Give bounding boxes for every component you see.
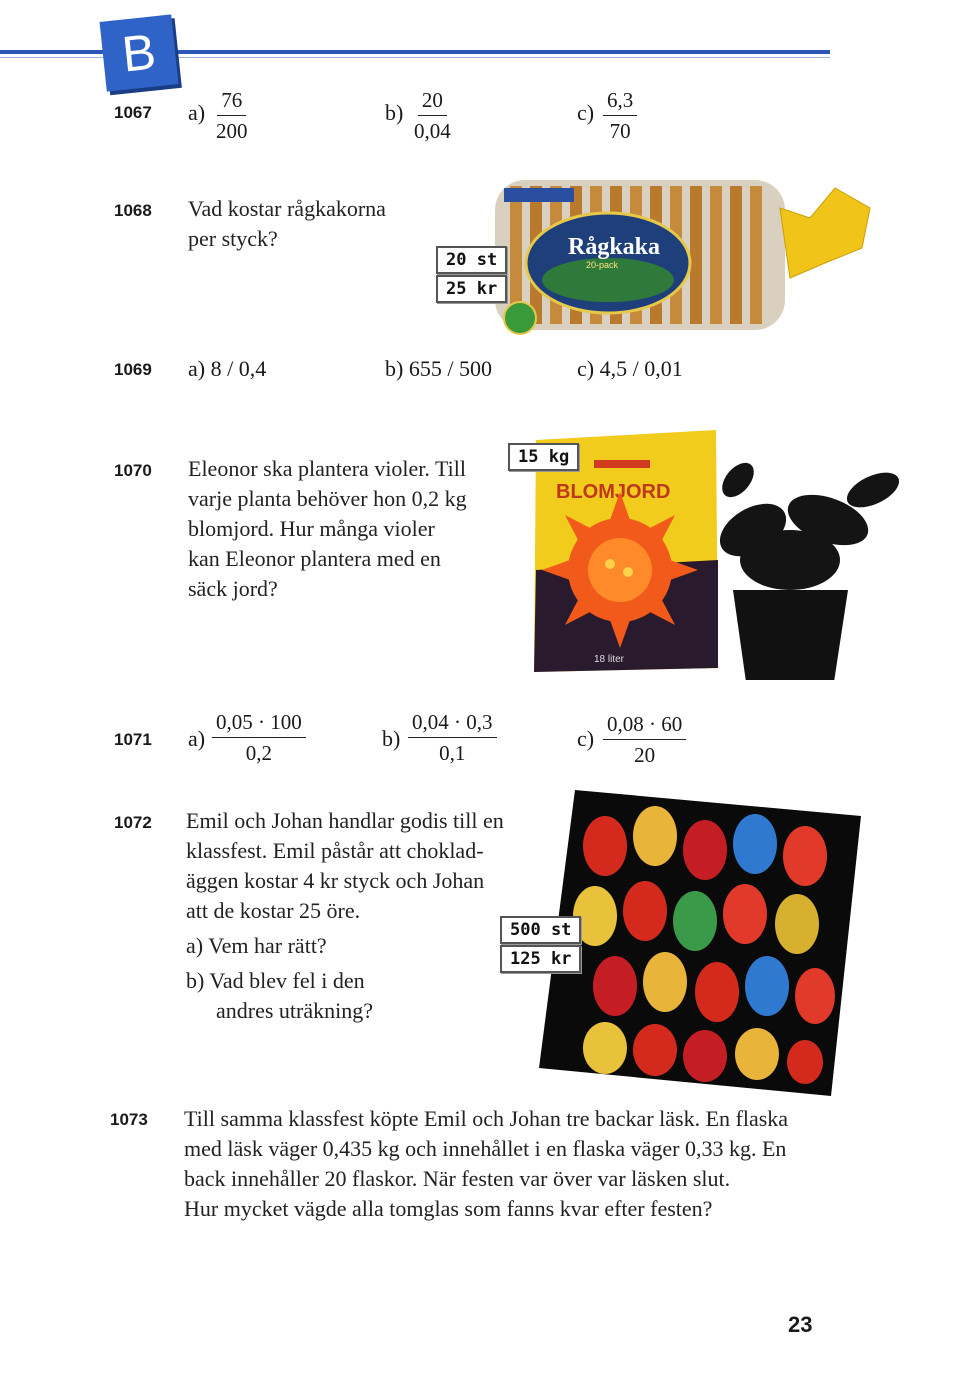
violet-leaves: [711, 457, 904, 590]
label-1071-c: c): [577, 726, 595, 751]
problem-number-1073: 1073: [110, 1110, 148, 1129]
section-badge: B: [100, 14, 179, 91]
fraction-1067-a: $\frac{76}{200}$: [216, 88, 248, 143]
problem-number-1068: 1068: [114, 201, 152, 220]
fraction-1071-b: $\frac{0,04 \cdot 0,3}{0,1}$: [408, 708, 497, 767]
soil-bag-volume: 18 liter: [594, 654, 625, 665]
fraction-1071-c: $\frac{0,08 \cdot 60}{20}$: [603, 710, 686, 769]
problem-number-1069: 1069: [114, 360, 152, 379]
fraction-1071-a: $\frac{0,05 \cdot 100}{0,2}$: [212, 708, 306, 767]
question-1072-b-cont: andres uträkning?: [216, 998, 373, 1023]
soil-bag-and-violet-image: [528, 420, 948, 680]
label-1067-a: a): [188, 100, 206, 125]
problem-text-1072: Emil och Johan handlar godis till en klassfest. Emil påstår att choklad- äggen kostar 4 kr styck och Johan att de kostar 25 öre. a) Vem har rätt? b) Vad blev fel i den andres uträkning?: [186, 806, 504, 1026]
problem-text-1073: Till samma klassfest köpte Emil och Johan tre backar läsk. En flaska med läsk väger 0,435 kg och innehållet i en flaska väger 0,33 kg. En back innehåller 20 flaskor. När festen var över var läsken slut. Hur mycket vägde alla tomglas som fanns kvar efter festen?: [184, 1106, 789, 1221]
price-tag-1070-weight: 15 kg: [508, 443, 579, 471]
soil-bag-title: BLOMJORD: [556, 481, 671, 503]
label-1071-b: b): [382, 726, 401, 751]
package-seal: [504, 302, 536, 334]
label-1067-c: c): [577, 100, 595, 125]
package-subtitle: 20-pack: [586, 260, 619, 270]
fraction-1067-b: $\frac{20}{0,04}$: [414, 88, 451, 143]
problem-number-1070: 1070: [114, 461, 152, 480]
price-tag-1072-price: 125 kr: [500, 945, 581, 973]
problem-number-1072: 1072: [114, 813, 152, 832]
problem-text-1070: Eleonor ska plantera violer. Till varje planta behöver hon 0,2 kg blomjord. Hur många violer kan Eleonor plantera med en säck jord?: [188, 456, 467, 601]
expression-1069-a: a) 8 / 0,4: [188, 356, 267, 381]
bag-brand-strip: [594, 460, 650, 468]
problem-number-1067: 1067: [114, 103, 152, 122]
label-1071-a: a): [188, 726, 206, 751]
price-tag-1072-count: 500 st: [500, 916, 581, 944]
fraction-1067-c: $\frac{6,3}{70}$: [603, 86, 637, 145]
page-number: 23: [788, 1312, 813, 1337]
flower-pot: [733, 590, 848, 680]
problem-text-1068: Vad kostar rågkakorna per styck?: [188, 196, 386, 251]
package-band: [504, 188, 574, 202]
package-end-fold: [780, 188, 870, 278]
label-1067-b: b): [385, 100, 404, 125]
rye-bread-package-image: [490, 168, 890, 338]
expression-1069-b: b) 655 / 500: [385, 356, 492, 381]
expression-1069-c: c) 4,5 / 0,01: [577, 356, 683, 381]
price-tag-1068-price: 25 kr: [436, 275, 507, 303]
question-1072-a: a) Vem har rätt?: [186, 933, 327, 958]
problem-number-1071: 1071: [114, 730, 152, 749]
sun-graphic: [542, 492, 698, 648]
package-title: Rågkaka: [568, 234, 661, 260]
question-1072-b: b) Vad blev fel i den: [186, 968, 365, 993]
chocolate-eggs-image: [535, 786, 865, 1098]
price-tag-1068-count: 20 st: [436, 246, 507, 274]
